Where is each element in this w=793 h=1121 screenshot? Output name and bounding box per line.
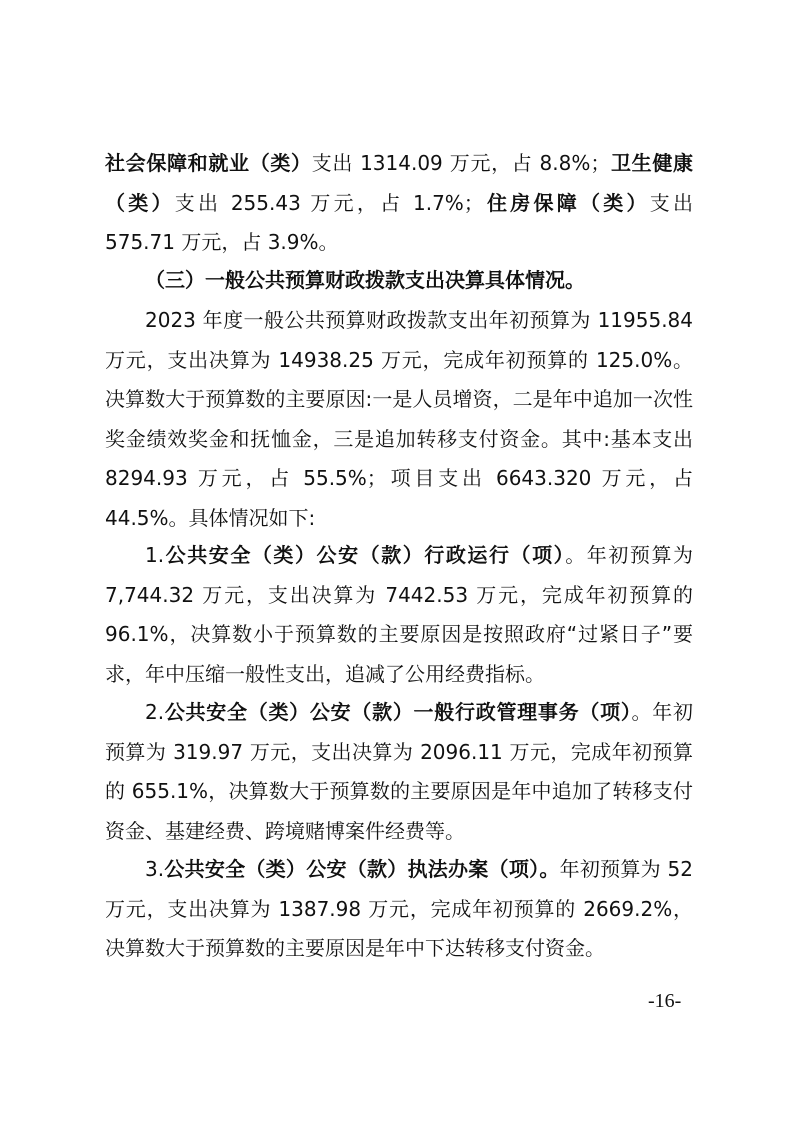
item-3-number: 3.	[145, 857, 165, 881]
category-social-security: 社会保障和就业（类）	[105, 151, 312, 175]
category-health-amount: 支出 255.43 万元，占 1.7%；	[174, 190, 484, 215]
item-3-text: 年初预算为 52 万元，支出决算为 1387.98 万元，完成年初预算的 2669.2%，决算数大于预算数的主要原因是年中下达转移支付资金。	[105, 857, 694, 960]
paragraph-item-3	[105, 850, 693, 969]
paragraph-category-expenses	[105, 144, 693, 263]
item-1-number: 1.	[145, 543, 165, 567]
section-heading-text: （三）一般公共预算财政拨款支出决算具体情况。	[145, 268, 585, 292]
item-1-text: 。年初预算为 7,744.32 万元，支出决算为 7442.53 万元，完成年初预算的 96.1%，决算数小于预算数的主要原因是按照政府“过紧日子”要求，年中压缩一般性支出，追减了公用经费指标。	[105, 543, 694, 686]
page-number: -16-	[648, 990, 682, 1012]
item-2-title: 公共安全（类）公安（款）一般行政管理事务（项）	[164, 700, 632, 724]
budget-overview-text: 2023 年度一般公共预算财政拨款支出年初预算为 11955.84 万元，支出决算为 14938.25 万元，完成年初预算的 125.0%。决算数大于预算数的主要原因:一是人员增资，二是年中追加一次性奖金绩效奖金和抚恤金，三是追加转移支付资金。其中:基本支出 8294.93 万元，占 55.5%；项目支出 6643.320 万元，占 44.5%。具体情况如下:	[105, 308, 693, 530]
item-2-number: 2.	[145, 700, 165, 724]
item-3-title: 公共安全（类）公安（款）执法办案（项）。	[164, 857, 560, 881]
item-2-text: 。年初预算为 319.97 万元，支出决算为 2096.11 万元，完成年初预算的 655.1%，决算数大于预算数的主要原因是年中追加了转移支付资金、基建经费、跨境赌博案件经费等。	[105, 700, 694, 843]
category-social-security-amount: 支出 1314.09 万元，占 8.8%；	[311, 151, 611, 175]
paragraph-item-1	[105, 536, 693, 694]
paragraph-budget-overview	[105, 301, 693, 538]
section-heading	[105, 261, 693, 301]
category-housing: 住房保障（类）	[483, 190, 650, 215]
category-health: 卫生健康（类）	[105, 151, 694, 215]
paragraph-item-2	[105, 693, 693, 851]
item-1-title: 公共安全（类）公安（款）行政运行（项）	[164, 543, 566, 567]
category-housing-amount: 支出 575.71 万元，占 3.9%。	[105, 190, 693, 254]
